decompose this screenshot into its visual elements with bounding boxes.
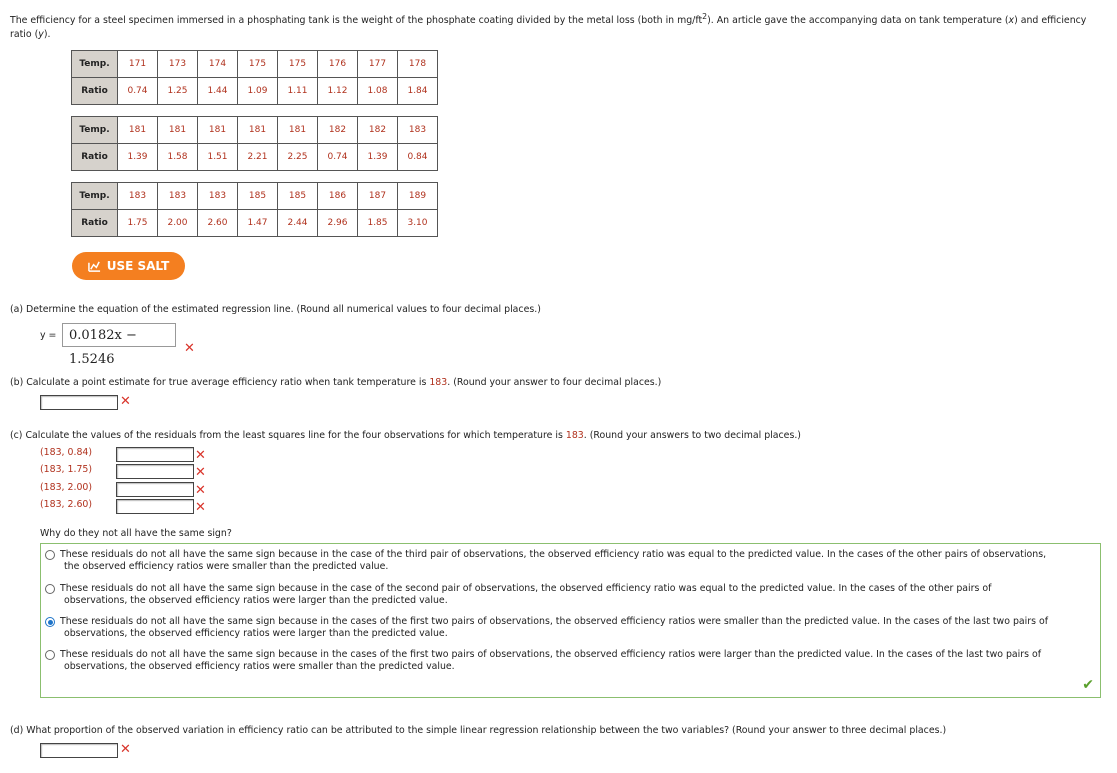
- ratio-cell: 1.08: [358, 78, 398, 105]
- residual-1-field[interactable]: [116, 447, 194, 462]
- part-d-question: (d) What proportion of the observed variation in efficiency ratio can be attributed to the simple linear regression relationship between the two variables? (Round your answer to three decimal places.): [10, 725, 947, 736]
- part-b-text: . (Round your answer to four decimal places.): [447, 377, 662, 388]
- temp-cell: 176: [318, 51, 358, 78]
- temp-cell: 183: [198, 183, 238, 210]
- part-d-answer-field[interactable]: [40, 743, 118, 758]
- temp-cell: 177: [358, 51, 398, 78]
- radio-button[interactable]: [45, 584, 55, 594]
- choice-line: the observed efficiency ratios were smaller than the predicted value.: [64, 561, 389, 572]
- intro-superscript: 2: [702, 12, 708, 21]
- part-c-temp: 183: [565, 430, 584, 441]
- temp-row: [72, 183, 438, 210]
- ratio-cell: 1.39: [358, 144, 398, 171]
- intro-text: ) and efficiency ratio (: [10, 15, 1087, 41]
- residual-4-field[interactable]: [116, 499, 194, 514]
- residual-3-field[interactable]: [116, 482, 194, 497]
- choice-line: observations, the observed efficiency ratios were larger than the predicted value.: [64, 628, 448, 639]
- correct-check-icon: ✔: [1082, 677, 1094, 693]
- choice-text: [60, 583, 1095, 607]
- temp-header: Temp.: [72, 117, 118, 144]
- part-a-answer-field[interactable]: 0.0182x − 1.5246: [62, 323, 176, 347]
- use-salt-label: USE SALT: [106, 259, 170, 273]
- ratio-cell: 2.96: [318, 210, 358, 237]
- problem-intro: [10, 10, 1105, 42]
- data-table-2: [71, 116, 438, 171]
- part-b-question: [10, 376, 661, 390]
- part-b-temp: 183: [429, 377, 448, 388]
- ratio-cell: 1.85: [358, 210, 398, 237]
- choice-text: [60, 549, 1095, 573]
- ratio-cell: 1.47: [238, 210, 278, 237]
- part-b-incorrect-icon: ✕: [120, 394, 131, 409]
- temp-cell: 182: [318, 117, 358, 144]
- ratio-row: [72, 144, 438, 171]
- ratio-cell: 1.44: [198, 78, 238, 105]
- sign-choice-group: [40, 543, 1101, 698]
- temp-cell: 185: [278, 183, 318, 210]
- data-table-3: [71, 182, 438, 237]
- temp-row: [72, 117, 438, 144]
- ratio-cell: 2.44: [278, 210, 318, 237]
- radio-button-selected[interactable]: [45, 617, 55, 627]
- temp-cell: 178: [398, 51, 438, 78]
- temp-cell: 182: [358, 117, 398, 144]
- part-a-question: (a) Determine the equation of the estimated regression line. (Round all numerical values to four decimal places.): [10, 304, 541, 315]
- choice-text: [60, 616, 1095, 640]
- part-b-text: (b) Calculate a point estimate for true average efficiency ratio when tank temperature is: [10, 377, 430, 388]
- temp-cell: 175: [238, 51, 278, 78]
- intro-var-x: x: [1008, 15, 1015, 27]
- residual-4-incorrect-icon: ✕: [195, 500, 206, 515]
- temp-cell: 175: [278, 51, 318, 78]
- radio-button[interactable]: [45, 550, 55, 560]
- ratio-header: Ratio: [72, 78, 118, 105]
- ratio-cell: 0.74: [318, 144, 358, 171]
- residual-pair-label: (183, 1.75): [40, 464, 93, 475]
- temp-cell: 174: [198, 51, 238, 78]
- intro-text: ). An article gave the accompanying data on tank temperature (: [707, 15, 1009, 27]
- ratio-cell: 3.10: [398, 210, 438, 237]
- ratio-cell: 1.84: [398, 78, 438, 105]
- temp-cell: 186: [318, 183, 358, 210]
- salt-logo-icon: [88, 260, 101, 273]
- temp-header: Temp.: [72, 51, 118, 78]
- ratio-cell: 1.58: [158, 144, 198, 171]
- choice-line: These residuals do not all have the same sign because in the cases of the first two pairs of observations, the observed efficiency ratios were larger than the predicted value. In the cases of the last two pairs of: [60, 649, 1042, 660]
- temp-cell: 189: [398, 183, 438, 210]
- residual-3-incorrect-icon: ✕: [195, 483, 206, 498]
- temp-cell: 185: [238, 183, 278, 210]
- temp-cell: 181: [198, 117, 238, 144]
- residual-1-incorrect-icon: ✕: [195, 448, 206, 463]
- data-table-1: [71, 50, 438, 105]
- why-question: Why do they not all have the same sign?: [40, 528, 232, 539]
- ratio-cell: 2.60: [198, 210, 238, 237]
- ratio-cell: 1.39: [118, 144, 158, 171]
- residual-2-field[interactable]: [116, 464, 194, 479]
- ratio-cell: 2.00: [158, 210, 198, 237]
- temp-header: Temp.: [72, 183, 118, 210]
- choice-line: These residuals do not all have the same sign because in the case of the third pair of observations, the observed efficiency ratio was equal to the predicted value. In the cases of the other pairs of observations,: [60, 549, 1047, 560]
- ratio-cell: 1.12: [318, 78, 358, 105]
- temp-row: [72, 51, 438, 78]
- temp-cell: 183: [118, 183, 158, 210]
- part-a-y-label: y =: [40, 330, 57, 341]
- part-c-text: . (Round your answers to two decimal places.): [583, 430, 801, 441]
- part-a-incorrect-icon: ✕: [184, 341, 195, 356]
- choice-line: observations, the observed efficiency ratios were smaller than the predicted value.: [64, 661, 455, 672]
- intro-var-y: y: [38, 29, 44, 41]
- temp-cell: 183: [398, 117, 438, 144]
- choice-line: observations, the observed efficiency ratios were larger than the predicted value.: [64, 595, 448, 606]
- residual-pair-label: (183, 2.60): [40, 499, 93, 510]
- temp-cell: 181: [158, 117, 198, 144]
- ratio-cell: 1.11: [278, 78, 318, 105]
- ratio-cell: 2.25: [278, 144, 318, 171]
- ratio-cell: 0.84: [398, 144, 438, 171]
- use-salt-button[interactable]: [72, 252, 185, 280]
- part-b-answer-field[interactable]: [40, 395, 118, 410]
- residual-2-incorrect-icon: ✕: [195, 465, 206, 480]
- intro-text: The efficiency for a steel specimen immersed in a phosphating tank is the weight of the phosphate coating divided by the metal loss (both in mg/ft: [10, 15, 703, 27]
- ratio-cell: 1.75: [118, 210, 158, 237]
- ratio-cell: 1.51: [198, 144, 238, 171]
- residual-pair-label: (183, 2.00): [40, 482, 93, 493]
- temp-cell: 187: [358, 183, 398, 210]
- temp-cell: 181: [278, 117, 318, 144]
- intro-text: ).: [43, 29, 51, 41]
- ratio-header: Ratio: [72, 210, 118, 237]
- radio-button[interactable]: [45, 650, 55, 660]
- temp-cell: 171: [118, 51, 158, 78]
- ratio-cell: 0.74: [118, 78, 158, 105]
- choice-text: [60, 649, 1095, 673]
- ratio-row: [72, 210, 438, 237]
- part-c-text: (c) Calculate the values of the residuals from the least squares line for the four observations for which temperature is: [10, 430, 566, 441]
- temp-cell: 183: [158, 183, 198, 210]
- choice-line: These residuals do not all have the same sign because in the cases of the first two pairs of observations, the observed efficiency ratios were smaller than the predicted value. In the cases of the last two pairs of: [60, 616, 1048, 627]
- temp-cell: 173: [158, 51, 198, 78]
- ratio-row: [72, 78, 438, 105]
- choice-line: These residuals do not all have the same sign because in the case of the second pair of observations, the observed efficiency ratio was equal to the predicted value. In the cases of the other pairs of: [60, 583, 992, 594]
- ratio-cell: 2.21: [238, 144, 278, 171]
- part-d-incorrect-icon: ✕: [120, 742, 131, 757]
- residual-pair-label: (183, 0.84): [40, 447, 93, 458]
- temp-cell: 181: [238, 117, 278, 144]
- ratio-header: Ratio: [72, 144, 118, 171]
- part-c-question: [10, 429, 801, 443]
- ratio-cell: 1.25: [158, 78, 198, 105]
- ratio-cell: 1.09: [238, 78, 278, 105]
- temp-cell: 181: [118, 117, 158, 144]
